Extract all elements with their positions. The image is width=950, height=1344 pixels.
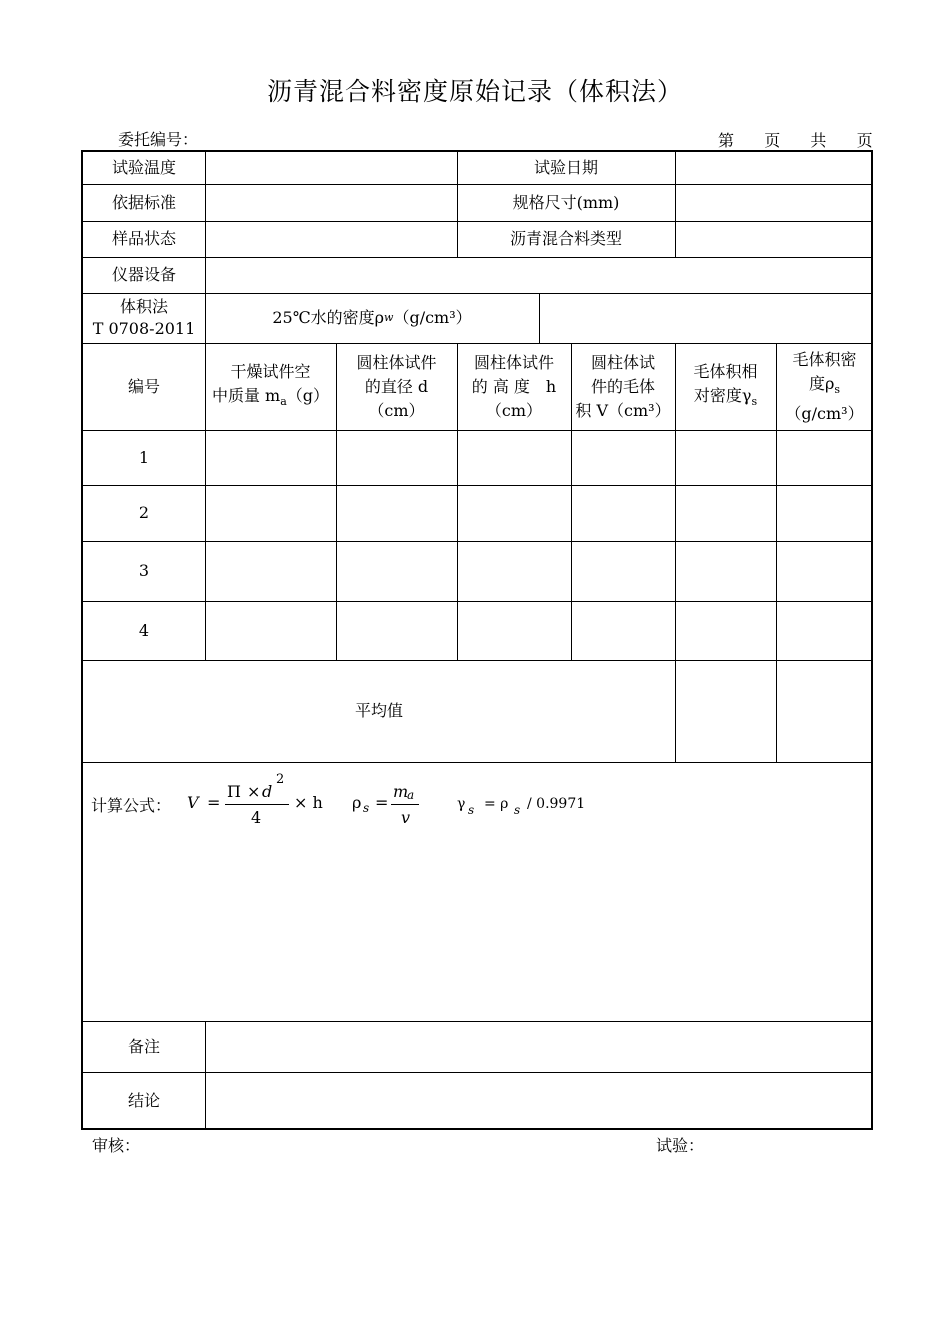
formula-rho-fraction-bar xyxy=(391,804,419,805)
mix-type-field[interactable] xyxy=(675,221,873,257)
row-number: 2 xyxy=(138,503,150,522)
formula-v-pi: Π xyxy=(227,782,241,801)
average-relative-density-field[interactable] xyxy=(675,660,776,762)
water-density-field[interactable] xyxy=(539,293,873,343)
formula-v-den: 4 xyxy=(251,808,262,827)
column-header-no: 编号 xyxy=(127,376,160,396)
conclusion-field[interactable] xyxy=(205,1072,873,1130)
formula-v-times-h: × h xyxy=(294,793,323,812)
test-temperature-label: 试验温度 xyxy=(111,158,176,177)
commission-number-label: 委托编号： xyxy=(118,130,199,149)
row-number: 1 xyxy=(138,447,150,467)
dry-mass-line1: 干燥试件空 xyxy=(230,361,311,381)
document-title: 沥青混合料密度原始记录（体积法） xyxy=(266,77,683,106)
page-counter xyxy=(718,128,873,151)
column-header-bulk-density: 毛体积密 度$\rho_s$ （g/cm³） xyxy=(785,349,864,423)
remarks-field[interactable] xyxy=(205,1021,873,1072)
reviewer-label: 审核： xyxy=(92,1136,141,1155)
formula-rho-sub: s xyxy=(363,801,370,815)
sample-state-field[interactable] xyxy=(205,221,457,257)
calculation-formula xyxy=(91,770,851,840)
page-unit: 页 xyxy=(764,131,781,150)
row-number: 3 xyxy=(138,561,150,580)
total-label: 共 xyxy=(810,131,827,150)
method-code: T 0708-2011 xyxy=(92,319,196,338)
formula-v-var: V xyxy=(187,793,199,812)
method-label xyxy=(83,293,205,343)
row-number: 4 xyxy=(138,620,150,640)
column-header-diameter: 圆柱体试件 的直径 d （cm） xyxy=(356,352,437,420)
test-date-label: 试验日期 xyxy=(533,158,598,177)
column-header-volume: 圆柱体试 件的毛体 积 V（cm³） xyxy=(575,352,671,420)
formula-rho-eq: = xyxy=(375,793,389,812)
formula-rho-m-sub: a xyxy=(407,788,415,802)
instrument-label: 仪器设备 xyxy=(111,265,176,284)
instrument-field[interactable] xyxy=(205,257,873,293)
formula-rho-m: m xyxy=(393,782,409,801)
conclusion-label: 结论 xyxy=(127,1091,160,1110)
formula-gamma: γ xyxy=(457,796,466,812)
formula-v-times: × xyxy=(247,782,261,801)
total-unit: 页 xyxy=(856,131,873,150)
water-density-unit: （g/cm³） xyxy=(393,308,472,327)
formula-rho: ρ xyxy=(352,793,362,812)
tester-label: 试验： xyxy=(656,1136,705,1155)
formula-gamma-rest-sub: s xyxy=(514,803,521,817)
spec-size-field[interactable] xyxy=(675,184,873,221)
average-label: 平均值 xyxy=(354,701,403,720)
dry-mass-line2: 中质量 $m_a(g)$ xyxy=(211,385,330,408)
standard-field[interactable] xyxy=(205,184,457,221)
water-density-text: 25℃水的密度ρ xyxy=(272,308,385,327)
water-density-label xyxy=(205,293,539,343)
standard-label: 依据标准 xyxy=(111,192,176,212)
average-bulk-density-field[interactable] xyxy=(776,660,873,762)
sample-state-label: 样品状态 xyxy=(111,229,176,248)
remarks-label: 备注 xyxy=(127,1036,160,1056)
formula-v-exp: 2 xyxy=(276,772,285,787)
formula-gamma-sub: s xyxy=(468,803,475,817)
spec-size-label: 规格尺寸(mm) xyxy=(512,192,620,212)
formula-rho-den: v xyxy=(401,808,411,827)
column-header-relative-density: 毛体积相 对密度$\gamma_s$ xyxy=(693,361,758,408)
formula-gamma-rest: = ρ xyxy=(484,796,509,812)
test-temperature-field[interactable] xyxy=(205,152,457,184)
water-density-sub: w xyxy=(384,311,394,324)
page-label: 第 xyxy=(718,131,735,150)
test-date-field[interactable] xyxy=(675,152,873,184)
mix-type-label: 沥青混合料类型 xyxy=(509,229,622,248)
method-name: 体积法 xyxy=(119,297,168,316)
column-header-height: 圆柱体试件 的 高 度 h （cm） xyxy=(471,352,557,420)
formula-v-eq: = xyxy=(207,793,221,812)
column-header-dry-mass xyxy=(205,343,336,430)
formula-label: 计算公式： xyxy=(91,796,172,815)
formula-v-fraction-bar xyxy=(225,804,289,805)
record-table xyxy=(81,150,873,1130)
formula-gamma-tail: / 0.9971 xyxy=(527,796,586,812)
formula-v-d: d xyxy=(262,782,273,801)
